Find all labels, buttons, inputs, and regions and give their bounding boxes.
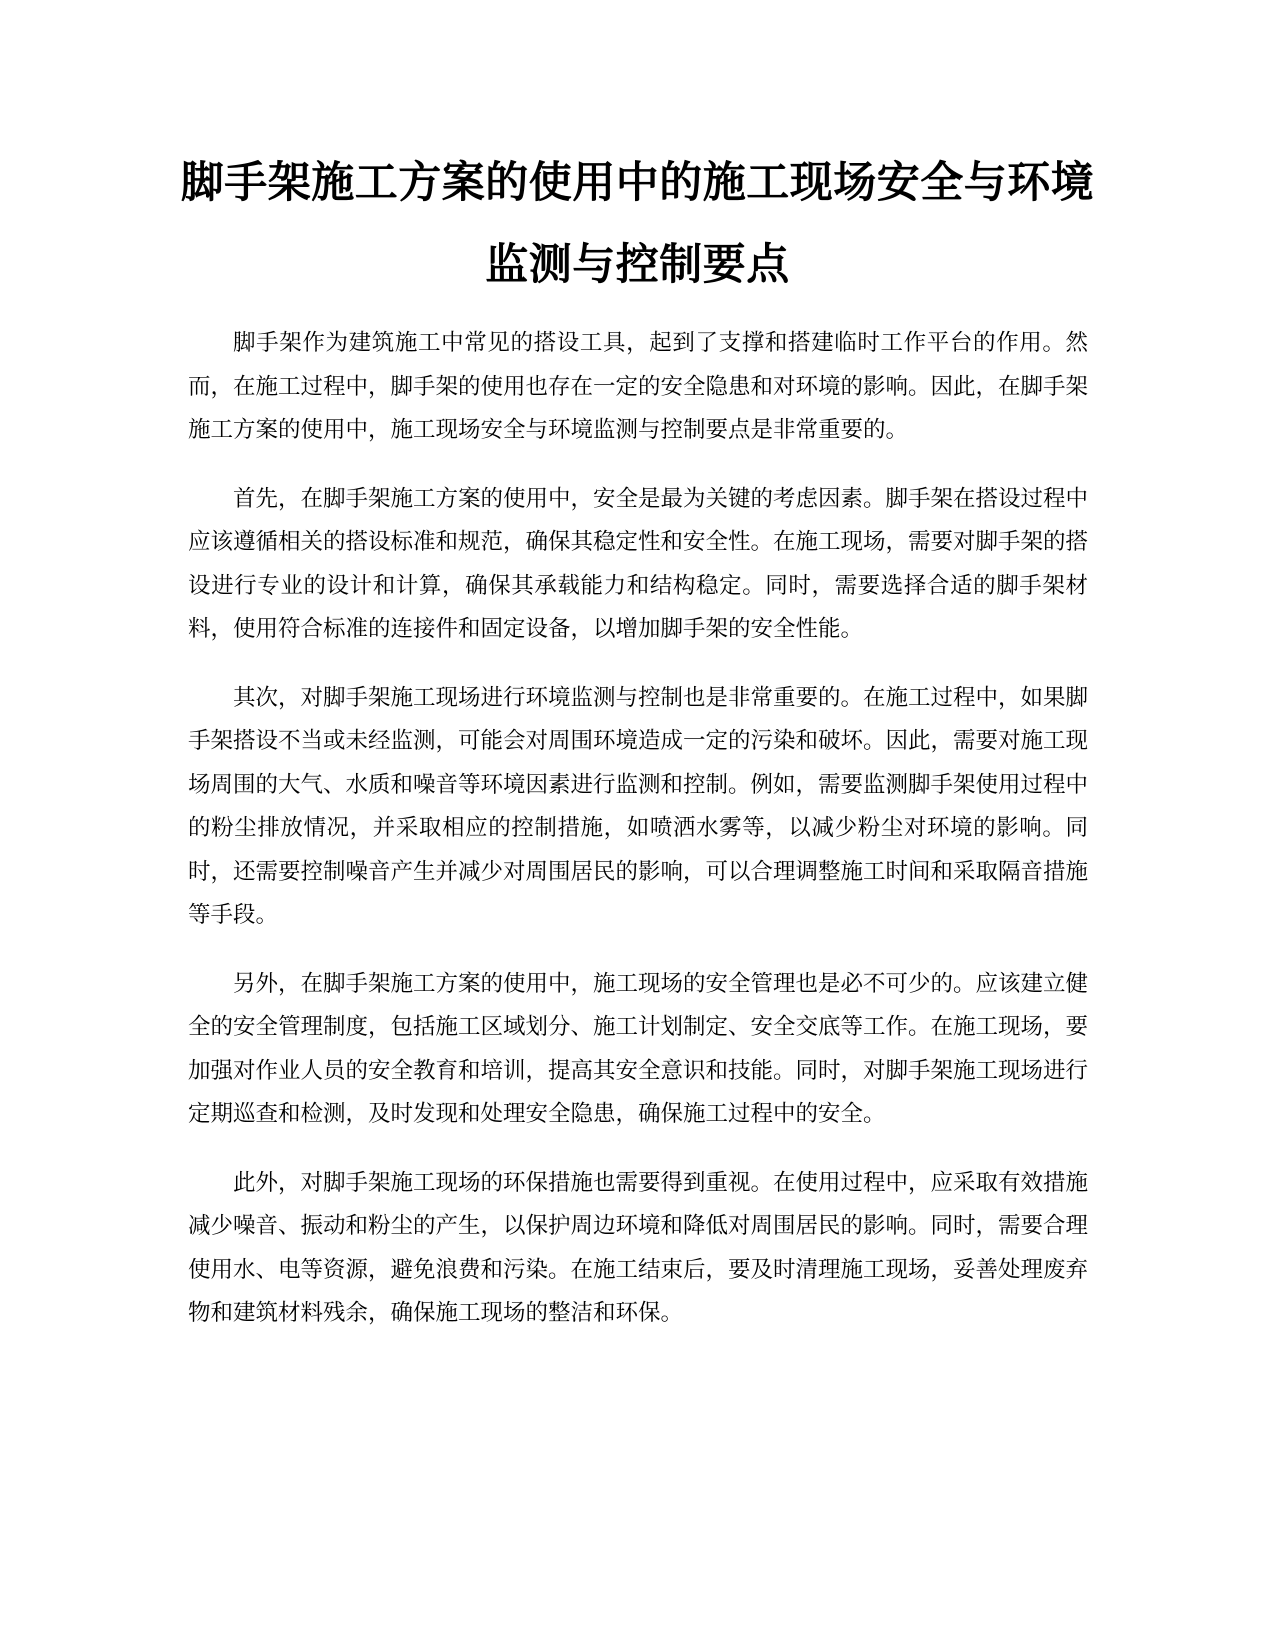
paragraph-4: 另外，在脚手架施工方案的使用中，施工现场的安全管理也是必不可少的。应该建立健全的安全管理制度，包括施工区域划分、施工计划制定、安全交底等工作。在施工现场，要加强对作业人员的安全教育和培训，提高其安全意识和技能。同时，对脚手架施工现场进行定期巡查和检测，及时发现和处理安全隐患，确保施工过程中的安全。 [188, 970, 1089, 1127]
paragraph-2: 首先，在脚手架施工方案的使用中，安全是最为关键的考虑因素。脚手架在搭设过程中应该遵循相关的搭设标准和规范，确保其稳定性和安全性。在施工现场，需要对脚手架的搭设进行专业的设计和计算，确保其承载能力和结构稳定。同时，需要选择合适的脚手架材料，使用符合标准的连接件和固定设备，以增加脚手架的安全性能。 [188, 485, 1089, 642]
paragraph-5: 此外，对脚手架施工现场的环保措施也需要得到重视。在使用过程中，应采取有效措施减少噪音、振动和粉尘的产生，以保护周边环境和降低对周围居民的影响。同时，需要合理使用水、电等资源，避免浪费和污染。在施工结束后，要及时清理施工现场，妥善处理废弃物和建筑材料残余，确保施工现场的整洁和环保。 [188, 1169, 1089, 1326]
document-body [188, 322, 1088, 1361]
document-title: 脚手架施工方案的使用中的施工现场安全与环境监测与控制要点 [180, 158, 1095, 290]
paragraph-1: 脚手架作为建筑施工中常见的搭设工具，起到了支撑和搭建临时工作平台的作用。然而，在施工过程中，脚手架的使用也存在一定的安全隐患和对环境的影响。因此，在脚手架施工方案的使用中，施工现场安全与环境监测与控制要点是非常重要的。 [188, 330, 1089, 443]
paragraph-3: 其次，对脚手架施工现场进行环境监测与控制也是非常重要的。在施工过程中，如果脚手架搭设不当或未经监测，可能会对周围环境造成一定的污染和破坏。因此，需要对施工现场周围的大气、水质和噪音等环境因素进行监测和控制。例如，需要监测脚手架使用过程中的粉尘排放情况，并采取相应的控制措施，如喷洒水雾等，以减少粉尘对环境的影响。同时，还需要控制噪音产生并减少对周围居民的影响，可以合理调整施工时间和采取隔音措施等手段。 [188, 684, 1089, 928]
